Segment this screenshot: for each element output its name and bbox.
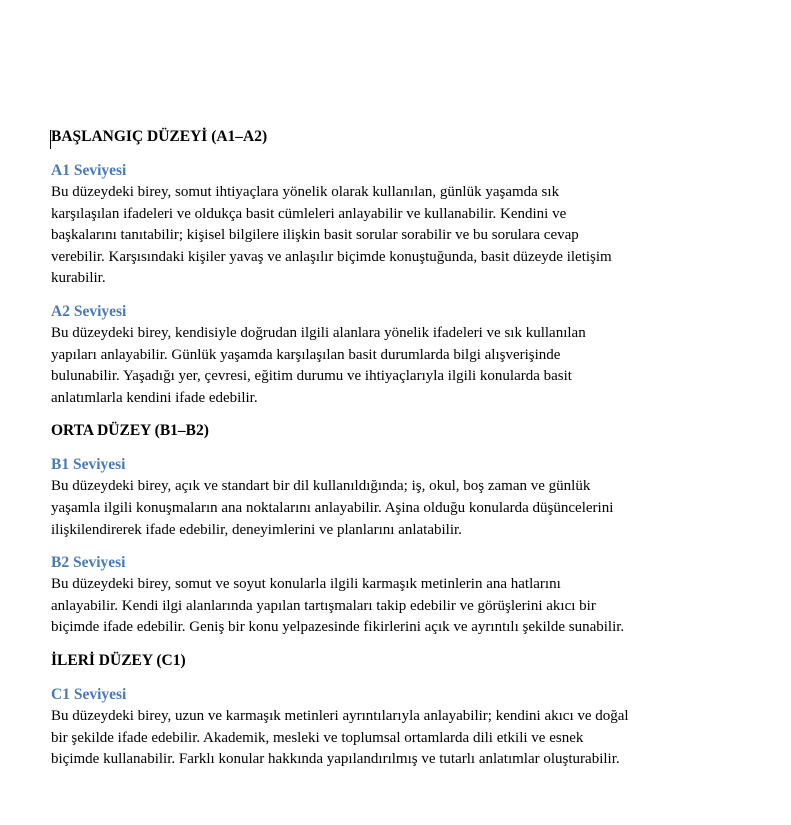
- level-heading-b2: B2 Seviyesi: [51, 554, 126, 572]
- section-heading: ORTA DÜZEY (B1–B2): [51, 422, 209, 440]
- level-description-b1: Bu düzeydeki birey, açık ve standart bir dil kullanıldığında; iş, okul, boş zaman ve günlük yaşamla ilgili konuşmaların ana noktalarını anlayabilir. Aşina olduğu konularda düşüncelerini ilişkilendirerek ifade edebilir, deneyimlerini ve planlarını anlatabilir.: [51, 478, 614, 538]
- level-heading-a2: A2 Seviyesi: [51, 302, 127, 320]
- level-description-c1: Bu düzeydeki birey, uzun ve karmaşık metinleri ayrıntılarıyla anlayabilir; kendini akıcı ve doğal bir şekilde ifade edebilir. Akademik, mesleki ve toplumsal ortamlarda dili etkili ve esnek biçimde kullanabilir. Farklı konular hakkında yapılandırılmış ve tutarlı anlatımlar oluşturabilir.: [51, 707, 629, 768]
- section-beginner: [51, 126, 631, 409]
- level-heading-a1: A1 Seviyesi: [51, 162, 127, 179]
- level-description-a1: Bu düzeydeki birey, somut ihtiyaçlara yönelik olarak kullanılan, günlük yaşamda sık karşılaşılan ifadeleri ve oldukça basit cümleleri anlayabilir ve kullanabilir. Kendini ve başkalarını tanıtabilir; kişisel bilgilere ilişkin basit sorular sorabilir ve bu sorulara cevap verebilir. Karşısındaki kişiler yavaş ve anlaşılır biçimde konuştuğunda, basit düzeyde iletişim kurabilir.: [51, 184, 612, 287]
- level-description-a2: Bu düzeydeki birey, kendisiyle doğrudan ilgili alanlara yönelik ifadeleri ve sık kullanılan yapıları anlayabilir. Günlük yaşamda karşılaşılan basit durumlarda bilgi alışverişinde bulunabilir. Yaşadığı yer, çevresi, eğitim durumu ve ihtiyaçlarıyla ilgili konularda basit anlatımlarla kendini ifade edebilir.: [51, 324, 586, 406]
- section-advanced: [51, 650, 631, 771]
- document-page[interactable]: [51, 126, 631, 771]
- text-cursor: [50, 130, 51, 149]
- section-heading: İLERİ DÜZEY (C1): [51, 651, 186, 669]
- level-heading-b1: B1 Seviyesi: [51, 456, 126, 474]
- level-description-b2: Bu düzeydeki birey, somut ve soyut konularla ilgili karmaşık metinlerin ana hatlarını anlayabilir. Kendi ilgi alanlarında yapılan tartışmaları takip edebilir ve görüşlerini akıcı bir biçimde ifade edebilir. Geniş bir konu yelpazesinde fikirlerini açık ve ayrıntılı şekilde sunabilir.: [51, 576, 625, 636]
- level-heading-c1: C1 Seviyesi: [51, 685, 127, 703]
- section-heading: BAŞLANGIÇ DÜZEYİ (A1–A2): [51, 128, 268, 145]
- section-intermediate: [51, 420, 631, 639]
